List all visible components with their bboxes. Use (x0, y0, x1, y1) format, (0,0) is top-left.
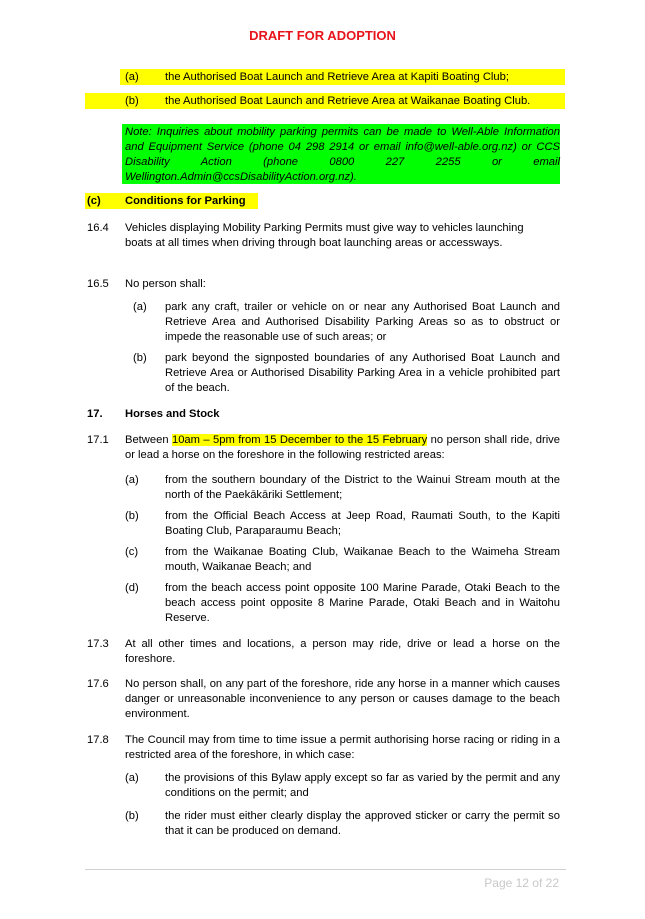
item-text: the Authorised Boat Launch and Retrieve Area at Waikanae Boating Club. (165, 95, 531, 107)
clause-text-end: no person shall ride, drive or lead a horse on the foreshore in the following restricted areas: (125, 434, 560, 461)
item-label: (c) (125, 546, 139, 558)
item-text: from the Official Beach Access at Jeep Road, Raumati South, to the Kapiti Boating Club, Paraparaumu Beach; (165, 510, 560, 537)
item-label: (a) (125, 474, 139, 486)
clause-number: 17.8 (87, 734, 109, 746)
item-label: (a) (125, 71, 139, 83)
clause-number: 16.4 (87, 222, 109, 234)
item-label: (a) (125, 772, 139, 784)
highlighted-dates: 10am – 5pm from 15 December to the 15 February (171, 434, 428, 446)
clause-number: 17.6 (87, 678, 109, 690)
item-label: (b) (125, 810, 139, 822)
item-text: from the southern boundary of the District to the Wainui Stream mouth at the north of the Paekākāriki Settlement; (165, 474, 560, 501)
clause-text-start: Between (125, 434, 172, 446)
clause-text: Vehicles displaying Mobility Parking Permits must give way to vehicles launching boats at all times when driving through boat launching areas or accessways. (125, 222, 524, 249)
draft-label: DRAFT FOR ADOPTION (249, 28, 396, 43)
item-label: (b) (125, 95, 139, 107)
item-label: (b) (125, 510, 139, 522)
section-label: (c) (87, 195, 101, 207)
item-label: (d) (125, 582, 139, 594)
footer-divider (85, 869, 566, 870)
clause-text (125, 433, 560, 463)
item-text: the Authorised Boat Launch and Retrieve Area at Kapiti Boating Club; (165, 71, 509, 83)
item-text: park any craft, trailer or vehicle on or near any Authorised Boat Launch and Retrieve Area and Authorised Disability Parking Areas so as to obstruct or impede the reasonable use of such areas; or (165, 301, 560, 343)
item-label: (a) (133, 301, 147, 313)
clause-number: 17.1 (87, 434, 109, 446)
section-title: Conditions for Parking (125, 195, 246, 207)
item-text: the provisions of this Bylaw apply except so far as varied by the permit and any conditions on the permit; and (165, 772, 560, 799)
section-number: 17. (87, 408, 103, 420)
clause-text: The Council may from time to time issue a permit authorising horse racing or riding in a restricted area of the foreshore, in which case: (125, 734, 560, 761)
item-text: from the Waikanae Boating Club, Waikanae Beach to the Waimeha Stream mouth, Waikanae Beach; and (165, 546, 560, 573)
page-number: Page 12 of 22 (484, 876, 559, 890)
item-text: the rider must either clearly display the approved sticker or carry the permit so that it can be produced on demand. (165, 810, 560, 837)
clause-text: No person shall, on any part of the foreshore, ride any horse in a manner which causes danger or unreasonable inconvenience to any person or causes damage to the beach environment. (125, 678, 560, 720)
section-title: Horses and Stock (125, 408, 220, 420)
item-label: (b) (133, 352, 147, 364)
mobility-permit-note: Note: Inquiries about mobility parking permits can be made to Well-Able Information and Equipment Service (phone 04 298 2914 or email info@well-able.org.nz) or CCS Disability Action (phone 0800 227 2255 or email Wellington.Admin@ccsDisabilityAction.org.nz). (125, 126, 560, 183)
clause-text: No person shall: (125, 278, 206, 290)
clause-text: At all other times and locations, a person may ride, drive or lead a horse on the foreshore. (125, 638, 560, 665)
clause-number: 16.5 (87, 278, 109, 290)
item-text: park beyond the signposted boundaries of any Authorised Boat Launch and Retrieve Area or Authorised Disability Parking Area in a vehicle prohibited part of the beach. (165, 352, 560, 394)
clause-number: 17.3 (87, 638, 109, 650)
item-text: from the beach access point opposite 100 Marine Parade, Otaki Beach to the beach access point opposite 8 Marine Parade, Otaki Beach and in Waitohu Reserve. (165, 582, 560, 624)
